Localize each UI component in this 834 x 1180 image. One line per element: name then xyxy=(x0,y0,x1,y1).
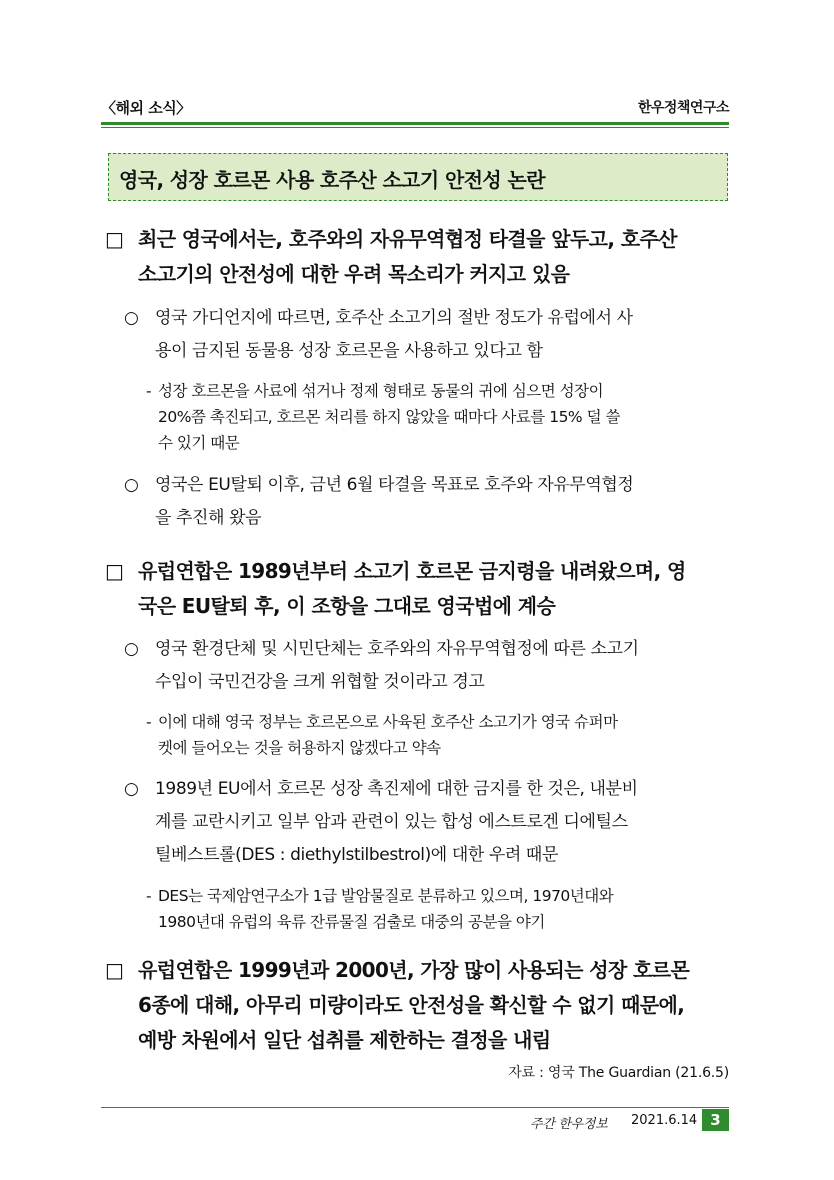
footer-publication: 주간 한우정보 xyxy=(530,1117,608,1132)
text-line: 영국 가디언지에 따르면, 호주산 소고기의 절반 정도가 유럽에서 사 xyxy=(155,308,633,328)
page-number: 3 xyxy=(702,1109,729,1131)
bullet-section-1 xyxy=(105,222,677,292)
circle-bullet-icon: ○ xyxy=(124,308,139,328)
text-line: 6종에 대해, 아무리 미량이라도 안전성을 확신할 수 없기 때문에, xyxy=(138,993,685,1017)
text-line: 용이 금지된 동물용 성장 호르몬을 사용하고 있다고 함 xyxy=(155,341,543,361)
text-line: 20%쯤 촉진되고, 호르몬 처리를 하지 않았을 때마다 사료를 15% 덜 쓸 xyxy=(158,408,620,426)
square-bullet-icon: □ xyxy=(105,958,124,982)
text-line: DES는 국제암연구소가 1급 발암물질로 분류하고 있으며, 1970년대와 xyxy=(158,887,614,905)
organization-name: 한우정책연구소 xyxy=(637,100,729,116)
text-line: 유럽연합은 1999년과 2000년, 가장 많이 사용되는 성장 호르몬 xyxy=(138,958,690,982)
bullet-section-3 xyxy=(105,953,689,1058)
text-line: 1980년대 유럽의 육류 잔류물질 검출로 대중의 공분을 야기 xyxy=(158,913,545,931)
text-line: 1989년 EU에서 호르몬 성장 촉진제에 대한 금지를 한 것은, 내분비 xyxy=(155,779,638,799)
section-label: 〈해외 소식〉 xyxy=(101,99,191,117)
sub-bullet-1-2 xyxy=(124,469,633,535)
text-line: 영국은 EU탈퇴 이후, 금년 6월 타결을 목표로 호주와 자유무역협정 xyxy=(155,475,634,495)
square-bullet-icon: □ xyxy=(105,559,124,583)
circle-bullet-icon: ○ xyxy=(124,475,139,495)
text-line: 틸베스트롤(DES : diethylstilbestrol)에 대한 우려 때문 xyxy=(155,845,558,865)
header-rule-thick xyxy=(101,122,729,125)
header-rule-thin xyxy=(101,127,729,128)
text-line: 수 있기 때문 xyxy=(158,434,240,452)
sub-bullet-2-2 xyxy=(124,773,638,872)
footer-rule xyxy=(101,1107,729,1108)
text-line: 소고기의 안전성에 대한 우려 목소리가 커지고 있음 xyxy=(138,262,570,286)
dash-bullet-icon: - xyxy=(146,887,152,905)
text-line: 국은 EU탈퇴 후, 이 조항을 그대로 영국법에 계승 xyxy=(138,594,556,618)
footer-date: 2021.6.14 xyxy=(631,1113,698,1128)
detail-2-1-1 xyxy=(146,709,618,761)
circle-bullet-icon: ○ xyxy=(124,779,139,799)
text-line: 예방 차원에서 일단 섭취를 제한하는 결정을 내림 xyxy=(138,1028,551,1052)
article-title: 영국, 성장 호르몬 사용 호주산 소고기 안전성 논란 xyxy=(119,168,545,192)
circle-bullet-icon: ○ xyxy=(124,639,139,659)
square-bullet-icon: □ xyxy=(105,227,124,251)
dash-bullet-icon: - xyxy=(146,713,152,731)
text-line: 켓에 들어오는 것을 허용하지 않겠다고 약속 xyxy=(158,739,441,757)
page-header xyxy=(101,93,729,119)
sub-bullet-1-1 xyxy=(124,302,633,368)
text-line: 이에 대해 영국 정부는 호르몬으로 사육된 호주산 소고기가 영국 슈퍼마 xyxy=(158,713,618,731)
text-line: 유럽연합은 1989년부터 소고기 호르몬 금지령을 내려왔으며, 영 xyxy=(138,559,686,583)
source-citation: 자료 : 영국 The Guardian (21.6.5) xyxy=(508,1065,729,1081)
dash-bullet-icon: - xyxy=(146,382,152,400)
text-line: 성장 호르몬을 사료에 섞거나 정제 형태로 동물의 귀에 심으면 성장이 xyxy=(158,382,604,400)
text-line: 최근 영국에서는, 호주와의 자유무역협정 타결을 앞두고, 호주산 xyxy=(138,227,677,251)
text-line: 영국 환경단체 및 시민단체는 호주와의 자유무역협정에 따른 소고기 xyxy=(155,639,639,659)
text-line: 수입이 국민건강을 크게 위협할 것이라고 경고 xyxy=(155,672,485,692)
detail-1-1-1 xyxy=(146,378,620,456)
sub-bullet-2-1 xyxy=(124,633,639,699)
text-line: 을 추진해 왔음 xyxy=(155,508,262,528)
text-line: 계를 교란시키고 일부 암과 관련이 있는 합성 에스트로겐 디에틸스 xyxy=(155,812,628,832)
detail-2-2-1 xyxy=(146,883,613,935)
bullet-section-2 xyxy=(105,554,686,624)
article-title-box xyxy=(108,153,728,201)
